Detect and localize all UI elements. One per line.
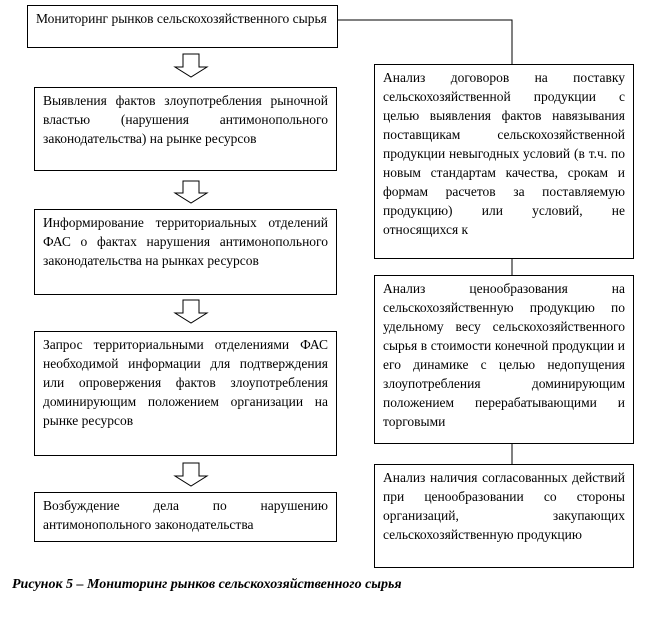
box-abuse-detection — [34, 87, 337, 171]
down-arrow-icon — [175, 300, 207, 323]
down-arrow-icon — [175, 181, 207, 203]
box-monitoring — [27, 5, 338, 48]
box-contract-analysis-text: Анализ договоров на поставку сельскохозяйственной продукции с целью выявления фактов навязывания поставщикам сельскохозяйственной продукции невыгодных условий (в т.ч. по новым стандартам качества, срокам и формам расчетов за поставляемую продукцию) или условий, не относящихся к — [383, 70, 625, 237]
box-pricing-analysis — [374, 275, 634, 444]
figure-caption: Рисунок 5 – Мониторинг рынков сельскохозяйственного сырья — [12, 577, 402, 592]
box-abuse-detection-text: Выявления фактов злоупотребления рыночной властью (нарушения антимонопольного законодательства) на рынке ресурсов — [43, 93, 328, 146]
box-inform-fas-text: Информирование территориальных отделений ФАС о фактах нарушения антимонопольного законодательства на рынках ресурсов — [43, 215, 328, 268]
box-concerted-actions — [374, 464, 634, 568]
box-info-request — [34, 331, 337, 456]
box-monitoring-text: Мониторинг рынков сельскохозяйственного сырья — [36, 11, 327, 26]
box-inform-fas — [34, 209, 337, 295]
down-arrow-icon — [175, 463, 207, 486]
down-arrow-icon — [175, 54, 207, 77]
box-contract-analysis — [374, 64, 634, 259]
box-info-request-text: Запрос территориальными отделениями ФАС необходимой информации для подтверждения или опровержения фактов злоупотребления доминирующим положением организации на рынке ресурсов — [43, 337, 328, 428]
box-concerted-actions-text: Анализ наличия согласованных действий при ценообразовании со стороны организаций, закупающих сельскохозяйственную продукцию — [383, 470, 625, 542]
box-case-initiation-text: Возбуждение дела по нарушению антимонопольного законодательства — [43, 498, 328, 532]
box-pricing-analysis-text: Анализ ценообразования на сельскохозяйственную продукцию по удельному весу сельскохозяйственного сырья в стоимости конечной продукции и его динамике с целью недопущения злоупотребления доминирующим положением перерабатывающими и торговыми — [383, 281, 625, 429]
connector-line-monitoring-right — [338, 20, 512, 64]
box-case-initiation — [34, 492, 337, 542]
